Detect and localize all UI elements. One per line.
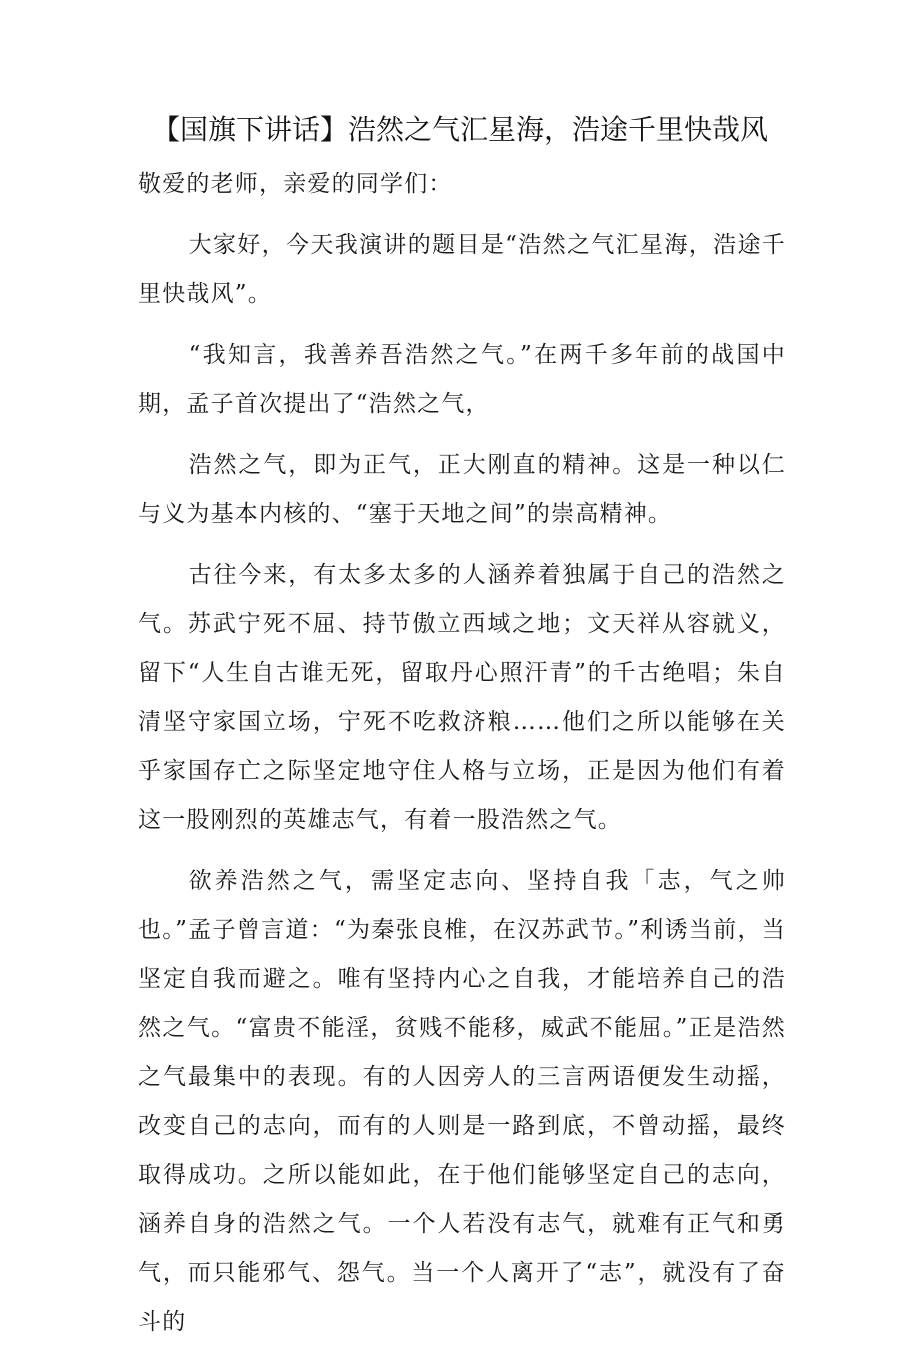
paragraph-4: 古往今来，有太多太多的人涵养着独属于自己的浩然之气。苏武宁死不屈、持节傲立西域之地；文天祥从容就义，留下“人生自古谁无死，留取丹心照汗青”的千古绝唱；朱自清坚守家国立场，宁死不吃救济粮……他们之所以能够在关乎家国存亡之际坚定地守住人格与立场，正是因为他们有着这一股刚烈的英雄志气，有着一股浩然之气。 xyxy=(138,562,786,833)
paragraph-1: 大家好，今天我演讲的题目是“浩然之气汇星海，浩途千里快哉风”。 xyxy=(138,232,786,307)
paragraph-5: 欲养浩然之气，需坚定志向、坚持自我「志，气之帅也。”孟子曾言道：“为秦张良椎，在汉苏武节。”利诱当前，当坚定自我而避之。唯有坚持内心之自我，才能培养自己的浩然之气。“富贵不能淫，贫贱不能移，威武不能屈。”正是浩然之气最集中的表现。有的人因旁人的三言两语便发生动摇，改变自己的志向，而有的人则是一路到底，不曾动摇，最终取得成功。之所以能如此，在于他们能够坚定自己的志向，涵养自身的浩然之气。一个人若没有志气，就难有正气和勇气，而只能邪气、怨气。当一个人离开了“志”，就没有了奋斗的 xyxy=(138,868,786,1335)
document-body xyxy=(138,160,786,1359)
paragraph-3: 浩然之气，即为正气，正大刚直的精神。这是一种以仁与义为基本内核的、“塞于天地之间”的崇高精神。 xyxy=(138,452,786,527)
document-title: 【国旗下讲话】浩然之气汇星海，浩途千里快哉风 xyxy=(151,113,768,146)
salutation: 敬爱的老师，亲爱的同学们： xyxy=(138,171,453,197)
paragraph-2: “我知言，我善养吾浩然之气。”在两千多年前的战国中期，孟子首次提出了“浩然之气， xyxy=(138,342,786,417)
